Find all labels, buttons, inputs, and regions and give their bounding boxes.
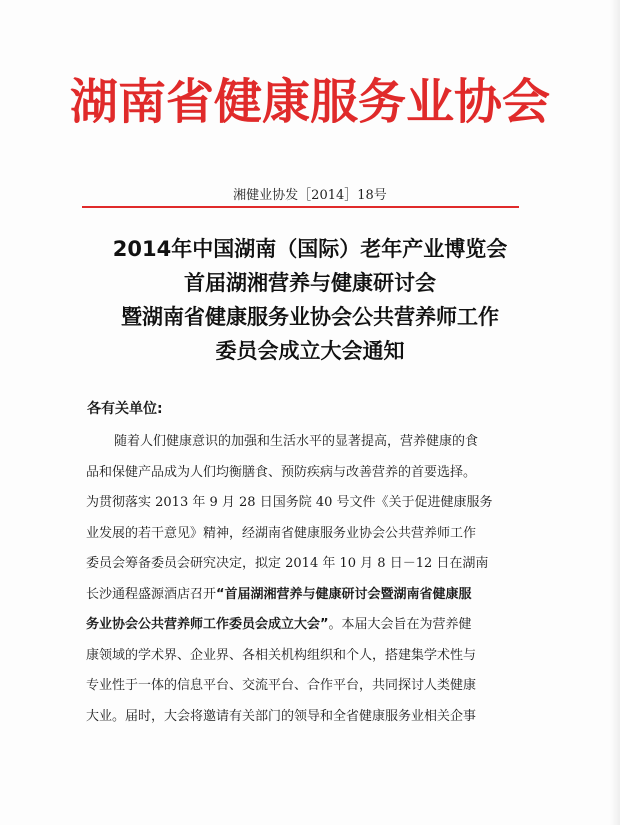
letterhead-red-rule [82,206,519,208]
title-line: 委员会成立大会通知 [215,339,405,363]
document-number: 湘健业协发［2014］18号 [233,188,387,203]
meeting-name-emphasis: 务业协会公共营养师工作委员会成立大会” [86,617,329,632]
title-line: 暨湖南省健康服务业协会公共营养师工作 [121,305,499,329]
title-line: 首届湖湘营养与健康研讨会 [184,271,436,295]
body-line: 委员会筹备委员会研究决定，拟定 2014 年 10 月 8 日－12 日在湖南 [86,556,489,571]
title-line: 2014年中国湖南（国际）老年产业博览会 [112,237,508,261]
notice-body [86,427,534,732]
body-line [86,580,534,611]
meeting-name-emphasis: “首届湖湘营养与健康研讨会暨湖南省健康服 [216,586,472,602]
body-text: 长沙通程盛源酒店召开 [86,586,217,602]
body-line: 为贯彻落实 2013 年 9 月 28 日国务院 40 号文件《关于促进健康服务 [86,495,493,510]
body-line: 业发展的若干意见》精神，经湖南省健康服务业协会公共营养师工作 [86,525,477,541]
salutation: 各有关单位: [87,401,163,417]
letterhead-org-name: 湖南省健康服务业协会 [69,74,550,130]
body-line: 品和保健产品成为人们均衡膳食、预防疾病与改善营养的首要选择。 [86,464,477,480]
body-text: 。本届大会旨在为营养健 [328,617,472,632]
body-line: 随着人们健康意识的加强和生活水平的显著提高，营养健康的食 [114,434,479,449]
body-line [86,610,534,641]
body-line: 专业性于一体的信息平台、交流平台、合作平台，共同探讨人类健康 [86,678,477,693]
body-line: 大业。届时，大会将邀请有关部门的领导和全省健康服务业相关企事 [86,708,477,724]
notice-title [60,232,560,368]
body-line: 康领域的学术界、企业界、各相关机构组织和个人，搭建集学术性与 [86,647,477,663]
